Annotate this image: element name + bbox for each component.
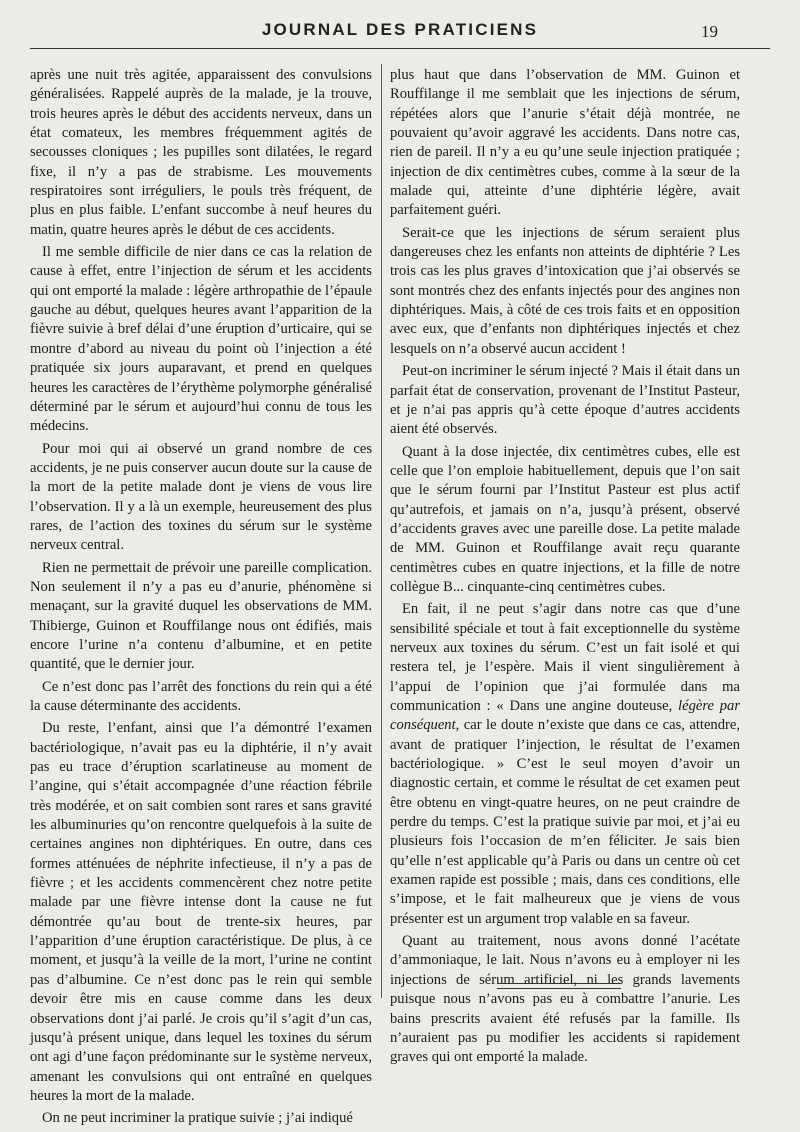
paragraph: Quant au traitement, nous avons donné l’acétate d’ammoniaque, le lait. Nous n’avons eu à employer ni les injections de sérum artificiel, ni les grands lavements puisque nous n’avons pas eu à combattre l’anurie. Les bains prescrits avaient été refusés par la famille. Ils n’auraient pas pu modifier les accidents si rapidement graves qui ont emporté la malade.	[390, 933, 740, 1066]
paragraph: Rien ne permettait de prévoir une pareille complication. Non seulement il n’y a pas eu d’anurie, phénomène si menaçant, sur la gravité duquel les observations de MM. Thibierge, Guinon et Rouffilange nous ont édifiés, mais encore l’urine n’a contenu d’albumine, et en petite quantité, que le dernier jour.	[30, 559, 372, 673]
end-of-article-rule	[497, 988, 621, 989]
left-column	[30, 66, 372, 1132]
paragraph: plus haut que dans l’observation de MM. Guinon et Rouffilange il me semblait que les injections de sérum, répétées alors que l’anurie s’était déjà montrée, ne pouvaient qu’avoir aggravé les accidents. Dans notre cas, rien de pareil. Il n’y a eu qu’une seule injection pratiquée ; injection de dix centimètres cubes, comme à la sœur de la malade qui, atteinte d’une diphtérie légère, avait parfaitement guéri.	[390, 67, 740, 219]
paragraph: Pour moi qui ai observé un grand nombre de ces accidents, je ne puis conserver aucun doute sur la cause de la mort de la petite malade dont je viens de vous lire l’observation. Il y a là un exemple, heureusement des plus rares, de l’action des toxines du sérum sur le système nerveux central.	[30, 440, 372, 554]
journal-title: JOURNAL DES PRATICIENS	[261, 20, 539, 39]
paragraph: après une nuit très agitée, apparaissent des convulsions généralisées. Rappelé auprès de la malade, je la trouve, trois heures après le début des accidents nerveux, dans un état comateux, les membres fréquemment agités de secousses cloniques ; les pupilles sont dilatées, le regard fixe, il n’y a pas de strabisme. Les mouvements respiratoires sont irréguliers, le pouls très fréquent, de plus en plus faible. L’enfant succombe à neuf heures du matin, quatre heures après le début de ces accidents.	[30, 67, 372, 238]
paragraph: On ne peut incriminer la pratique suivie ; j’ai indiqué	[42, 1110, 353, 1127]
column-divider	[381, 64, 382, 998]
paragraph: Peut-on incriminer le sérum injecté ? Mais il était dans un parfait état de conservation, provenant de l’Institut Pasteur, et je n’ai pas appris qu’à cette époque d’autres accidents aient été observés.	[390, 363, 740, 438]
page-number: 19	[701, 22, 718, 41]
paragraph: Serait-ce que les injections de sérum seraient plus dangereuses chez les enfants non atteints de diphtérie ? Les trois cas les plus graves d’intoxication que j’ai observés se sont montrés chez des enfants injectés pour des angines non diphtériques. Mais, à côté de ces trois faits et en opposition avec eux, que d’enfants non diphtériques injectés et chez lesquels on n’a observé aucun accident !	[390, 224, 740, 357]
header-rule	[30, 48, 770, 49]
paragraph: Du reste, l’enfant, ainsi que l’a démontré l’examen bactériologique, n’avait pas eu la diphtérie, il n’y avait pas eu trace d’éruption scarlatineuse au moment de l’angine, qui s’était accompagnée d’une réaction fébrile très modérée, et on sait combien sont rares et sans gravité les albuminuries qu’on rencontre quelquefois à la suite de certaines angines non diphtériques. En outre, dans ces formes atténuées de néphrite infectieuse, il n’y a pas de fièvre ; et les accidents commencèrent chez notre petite malade par une fièvre intense dont la cause ne fut démontrée qu’au bout de trente-six heures, par l’apparition d’une éruption caractéristique. De plus, à ce moment, et jusqu’à la veille de la mort, l’urine ne contint pas d’albumine. Ce n’est donc pas le rein qui semble devoir être mis en cause comme dans les deux observations dont j’ai parlé. Je crois qu’il s’agit d’un cas, jusqu’à présent unique, dans lequel les toxines du sérum ont agi d’une façon prédominante sur le système nerveux, amenant les convulsions qui ont entraîné en quelques heures la mort de la malade.	[30, 720, 372, 1104]
emphasis-text: légère par conséquent	[390, 698, 740, 734]
page-header	[30, 14, 770, 50]
paragraph: Quant à la dose injectée, dix centimètres cubes, elle est celle que l’on emploie habituellement, depuis que l’on sait que le sérum fourni par l’Institut Pasteur est plus actif qu’autrefois, et jamais on n’a, jusqu’à présent, observé d’accidents graves avec une pareille dose. La petite malade de MM. Guinon et Rouffilange avait reçu quarante centimètres cubes en quatre injections, et la fille de notre collègue B... cinquante-cinq centimètres cubes.	[390, 443, 740, 595]
end-of-article-rule	[497, 983, 621, 984]
paragraph-text: En fait, il ne peut s’agir dans notre cas que d’une sensibilité spéciale et tout à fait exceptionnelle du système nerveux aux toxines du sérum. C’est un fait isolé et qui restera tel, je l’espère. Mais il vient singulièrement à l’appui de l’opinion que j’ai formulée dans ma communication : « Dans une angine douteuse,	[390, 601, 740, 714]
paragraph: Ce n’est donc pas l’arrêt des fonctions du rein qui a été la cause déterminante des accidents.	[30, 678, 372, 714]
right-column	[390, 66, 740, 1071]
paragraph: Il me semble difficile de nier dans ce cas la relation de cause à effet, entre l’injection de sérum et les accidents qui ont emporté la malade : légère arthropathie de l’épaule gauche au début, quelques heures avant l’apparition de la fièvre suivie à bref délai d’une éruption d’urticaire, qui se montre d’abord au niveau du point où l’injection a été pratiquée six jours auparavant, et prend en quelques heures les caractères de l’érythème polymorphe généralisé déterminé par le sérum et aujourd’hui connu de tous les médecins.	[30, 244, 372, 435]
paragraph	[390, 600, 740, 929]
paragraph-text: , car le doute n’existe que dans ce cas, attendre, avant de pratiquer l’injection, le résultat de l’examen bactériologique. » C’est le seul moyen d’avoir un diagnostic certain, et comme le résultat de cet examen peut être obtenu en vingt-quatre heures, on ne peut craindre de perdre du temps. C’est la pratique suivie par moi, et j’ai eu plusieurs fois l’occasion de m’en féliciter. Je sais bien qu’elle n’est applicable qu’à Paris ou dans un centre où cet examen rapide est possible ; mais, dans ces conditions, elle s’impose, et le fait malheureux que je viens de vous présenter est un argument trop valable en sa faveur.	[390, 717, 740, 927]
